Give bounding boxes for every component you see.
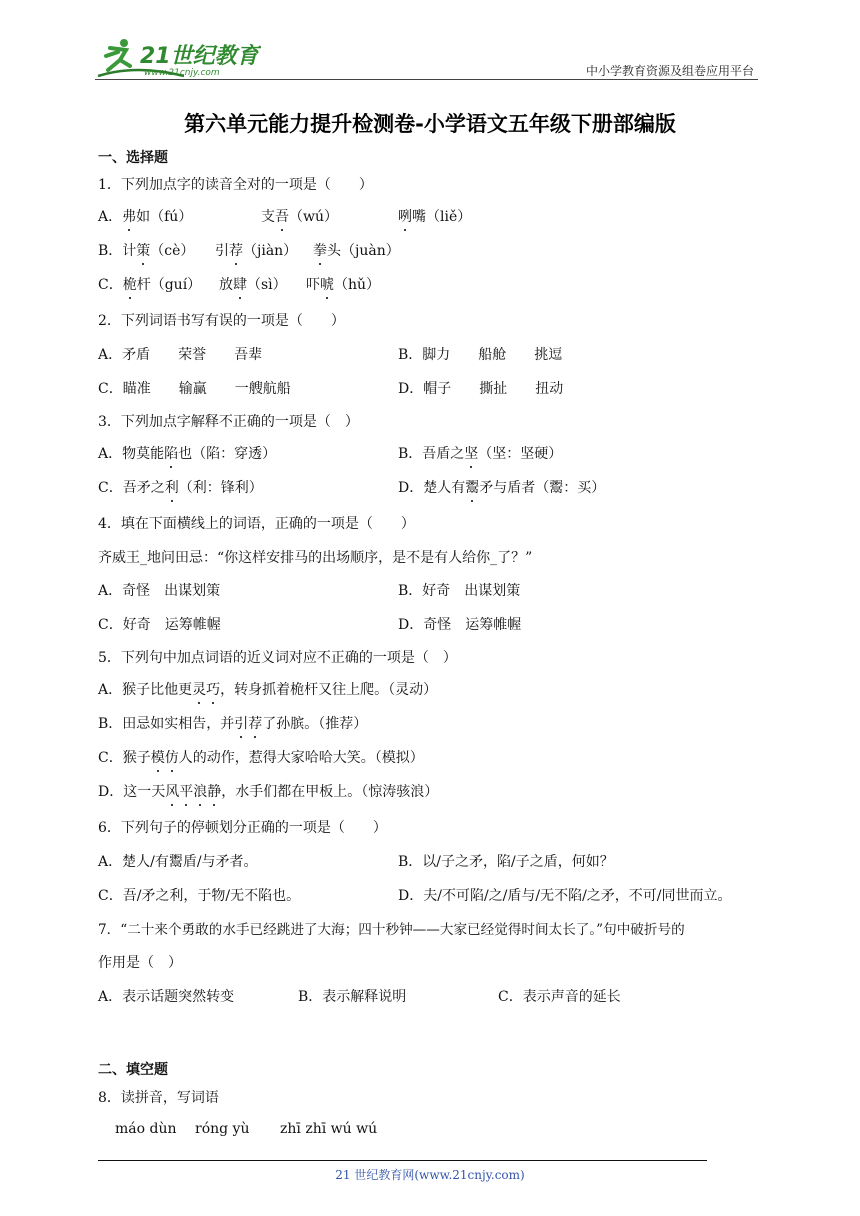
page-title: 第六单元能力提升检测卷-小学语文五年级下册部编版 [184,112,676,136]
q5-option-b: B．田忌如实相告，并引荐了孙膑。（推荐） [98,713,367,733]
q7-option-c: C．表示声音的延长 [498,989,621,1005]
q6-option-d: D．夫/不可陷/之/盾与/无不陷/之矛，不可/同世而立。 [398,888,732,904]
pinyin-1: máo dùn [115,1121,177,1137]
q3-option-d: D．楚人有鬻矛与盾者（鬻：买） [398,477,605,497]
site-logo [96,36,261,80]
q1-option-a-2: 支吾（wú） [261,206,338,226]
question-6-stem: 6．下列句子的停顿划分正确的一项是（ ） [98,820,387,836]
pinyin-2: róng yù [195,1121,250,1137]
footer-link[interactable]: 21 世纪教育网(www.21cnjy.com) [335,1168,525,1182]
q4-option-c: C．好奇 运筹帷幄 [98,617,221,633]
q4-passage: 齐威王_地问田忌：“你这样安排马的出场顺序，是不是有人给你_了？” [98,550,533,566]
q4-option-a: A．奇怪 出谋划策 [98,583,221,599]
logo-text: 21世纪教育 [140,44,259,69]
question-2-stem: 2．下列词语书写有误的一项是（ ） [98,313,345,329]
q4-option-d: D．奇怪 运筹帷幄 [398,617,522,633]
question-4-stem: 4．填在下面横线上的词语，正确的一项是（ ） [98,516,415,532]
q1-option-b-2: 引荐（jiàn） [215,240,297,260]
section-heading-choice: 一、选择题 [98,150,168,166]
question-3-stem: 3．下列加点字解释不正确的一项是（ ） [98,414,359,430]
q1-option-b: B．计策（cè） [98,240,194,260]
question-1-stem: 1．下列加点字的读音全对的一项是（ ） [98,177,373,193]
question-5-stem: 5．下列句中加点词语的近义词对应不正确的一项是（ ） [98,650,457,666]
question-7-stem-cont: 作用是（ ） [98,955,182,971]
q2-option-b: B．脚力 船舱 挑逗 [398,347,563,363]
q5-option-c: C．猴子模仿人的动作，惹得大家哈哈大笑。（模拟） [98,747,424,767]
logo-url: www.21cnjy.com [144,68,220,78]
pinyin-3: zhī zhī wú wú [280,1121,378,1137]
q1-option-a-3: 咧嘴（liě） [398,206,471,226]
section-heading-fill: 二、填空题 [98,1062,168,1078]
q6-option-b: B．以/子之矛，陷/子之盾，何如？ [398,854,614,870]
q3-option-b: B．吾盾之坚（坚：坚硬） [398,443,562,463]
q7-option-a: A．表示话题突然转变 [98,989,235,1005]
q5-option-a: A．猴子比他更灵巧，转身抓着桅杆又往上爬。（灵动） [98,679,437,699]
q3-option-c: C．吾矛之利（利：锋利） [98,477,263,497]
question-7-stem: 7．“二十来个勇敢的水手已经跳进了大海；四十秒钟——大家已经觉得时间太长了。”句中破折号的 [98,922,685,938]
header-divider [95,79,758,80]
q6-option-a: A．楚人/有鬻盾/与矛者。 [98,854,258,870]
q2-option-c: C．瞄准 输赢 一艘航船 [98,381,291,397]
q1-option-a: A．弗如（fú） [98,206,192,226]
q1-option-b-3: 拳头（juàn） [313,240,400,260]
q6-option-c: C．吾/矛之利，于物/无不陷也。 [98,888,301,904]
q1-option-c-2: 放肆（sì） [219,274,287,294]
q4-option-b: B．好奇 出谋划策 [398,583,521,599]
q2-option-a: A．矛盾 荣誉 吾辈 [98,347,263,363]
footer-divider [98,1160,707,1161]
q1-option-c: C．桅杆（guí） [98,274,201,294]
site-tagline: 中小学教育资源及组卷应用平台 [585,64,754,78]
q3-option-a: A．物莫能陷也（陷：穿透） [98,443,276,463]
question-8-stem: 8．读拼音，写词语 [98,1090,219,1106]
q7-option-b: B．表示解释说明 [298,989,407,1005]
q5-option-d: D．这一天风平浪静，水手们都在甲板上。（惊涛骇浪） [98,781,438,801]
q1-option-c-3: 吓唬（hǔ） [306,274,380,294]
q2-option-d: D．帽子 撕扯 扭动 [398,381,564,397]
